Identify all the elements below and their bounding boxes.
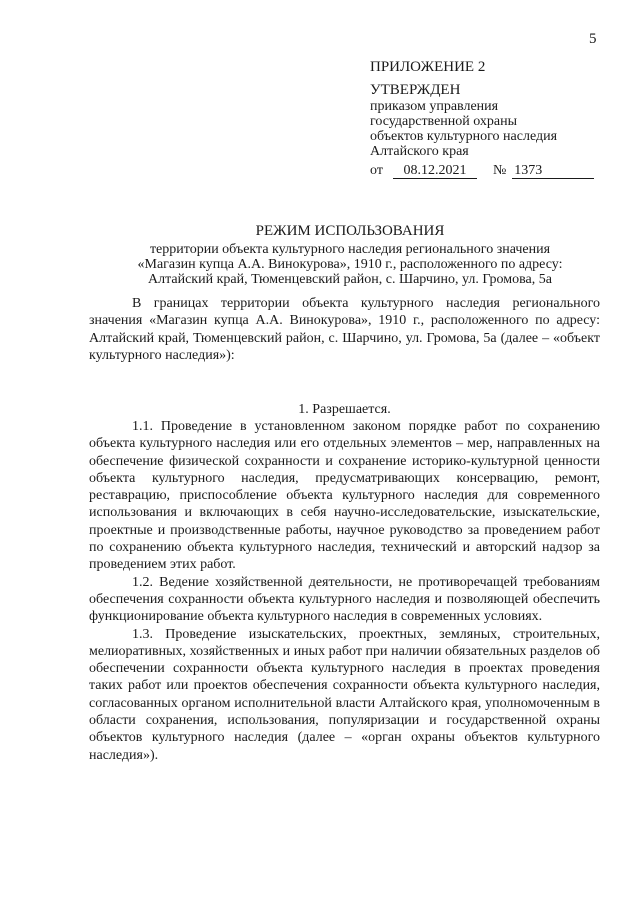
order-line: приказом управления: [370, 99, 499, 114]
document-title-block: [90, 222, 610, 287]
page-number: 5: [589, 31, 597, 47]
number-label: №: [492, 163, 507, 178]
order-line: государственной охраны: [370, 114, 518, 129]
order-line: Алтайского края: [370, 144, 469, 159]
title-line: территории объекта культурного наследия регионального значения: [149, 242, 551, 257]
appendix-label: ПРИЛОЖЕНИЕ 2: [370, 59, 486, 75]
order-line: объектов культурного наследия: [370, 129, 558, 144]
section-items: [89, 418, 600, 764]
document-title: РЕЖИМ ИСПОЛЬЗОВАНИЯ: [255, 223, 445, 239]
approval-block: [370, 58, 610, 179]
clause-1-1: 1.1. Проведение в установленном законом порядке работ по сохранению объекта культурного наследия или его отдельных элементов – мер, направленных на обеспечение физической сохранности и сохранение историко-культурной ценности объекта культурного наследия, предусматривающих консервацию, ремонт, реставрацию, приспособление объекта культурного наследия для современного использования и включающих в себя научно-исследовательские, изыскательские, проектные и производственные работы, научное руководство за проведением работ по сохранению объекта культурного наследия, технический и авторский надзор за проведением этих работ.: [89, 419, 600, 573]
title-line: Алтайский край, Тюменцевский район, с. Шарчино, ул. Громова, 5а: [148, 272, 552, 287]
order-number: 1373: [512, 164, 594, 179]
intro-paragraph-block: [89, 295, 600, 364]
section-heading: 1. Разрешается.: [298, 402, 391, 417]
intro-paragraph: В границах территории объекта культурного наследия регионального значения «Магазин купца А.А. Винокурова», 1910 г., расположенного по адресу: Алтайский край, Тюменцевский район, с. Шарчино, ул. Громова, 5а (далее – «объект культурного наследия»):: [89, 296, 600, 363]
clause-1-2: 1.2. Ведение хозяйственной деятельности, не противоречащей требованиям обеспечения сохранности объекта культурного наследия и позволяющей обеспечить функционирование объекта культурного наследия в современных условиях.: [89, 574, 600, 625]
clause-1-3: 1.3. Проведение изыскательских, проектных, земляных, строительных, мелиоративных, хозяйственных и иных работ при наличии обязательных разделов об обеспечении сохранности объекта культурного наследия в проектах проведения таких работ или проектов обеспечения сохранности объекта культурного наследия, согласованных органом исполнительной власти Алтайского края, уполномоченным в области сохранения, использования, популяризации и государственной охраны объектов культурного наследия (далее – «орган охраны объектов культурного наследия»).: [89, 626, 600, 763]
title-line: «Магазин купца А.А. Винокурова», 1910 г., расположенного по адресу:: [137, 257, 563, 272]
order-date-number-line: [370, 163, 610, 179]
approved-label: УТВЕРЖДЕН: [370, 82, 461, 98]
order-date: 08.12.2021: [393, 164, 477, 179]
date-prefix: от: [370, 163, 383, 178]
